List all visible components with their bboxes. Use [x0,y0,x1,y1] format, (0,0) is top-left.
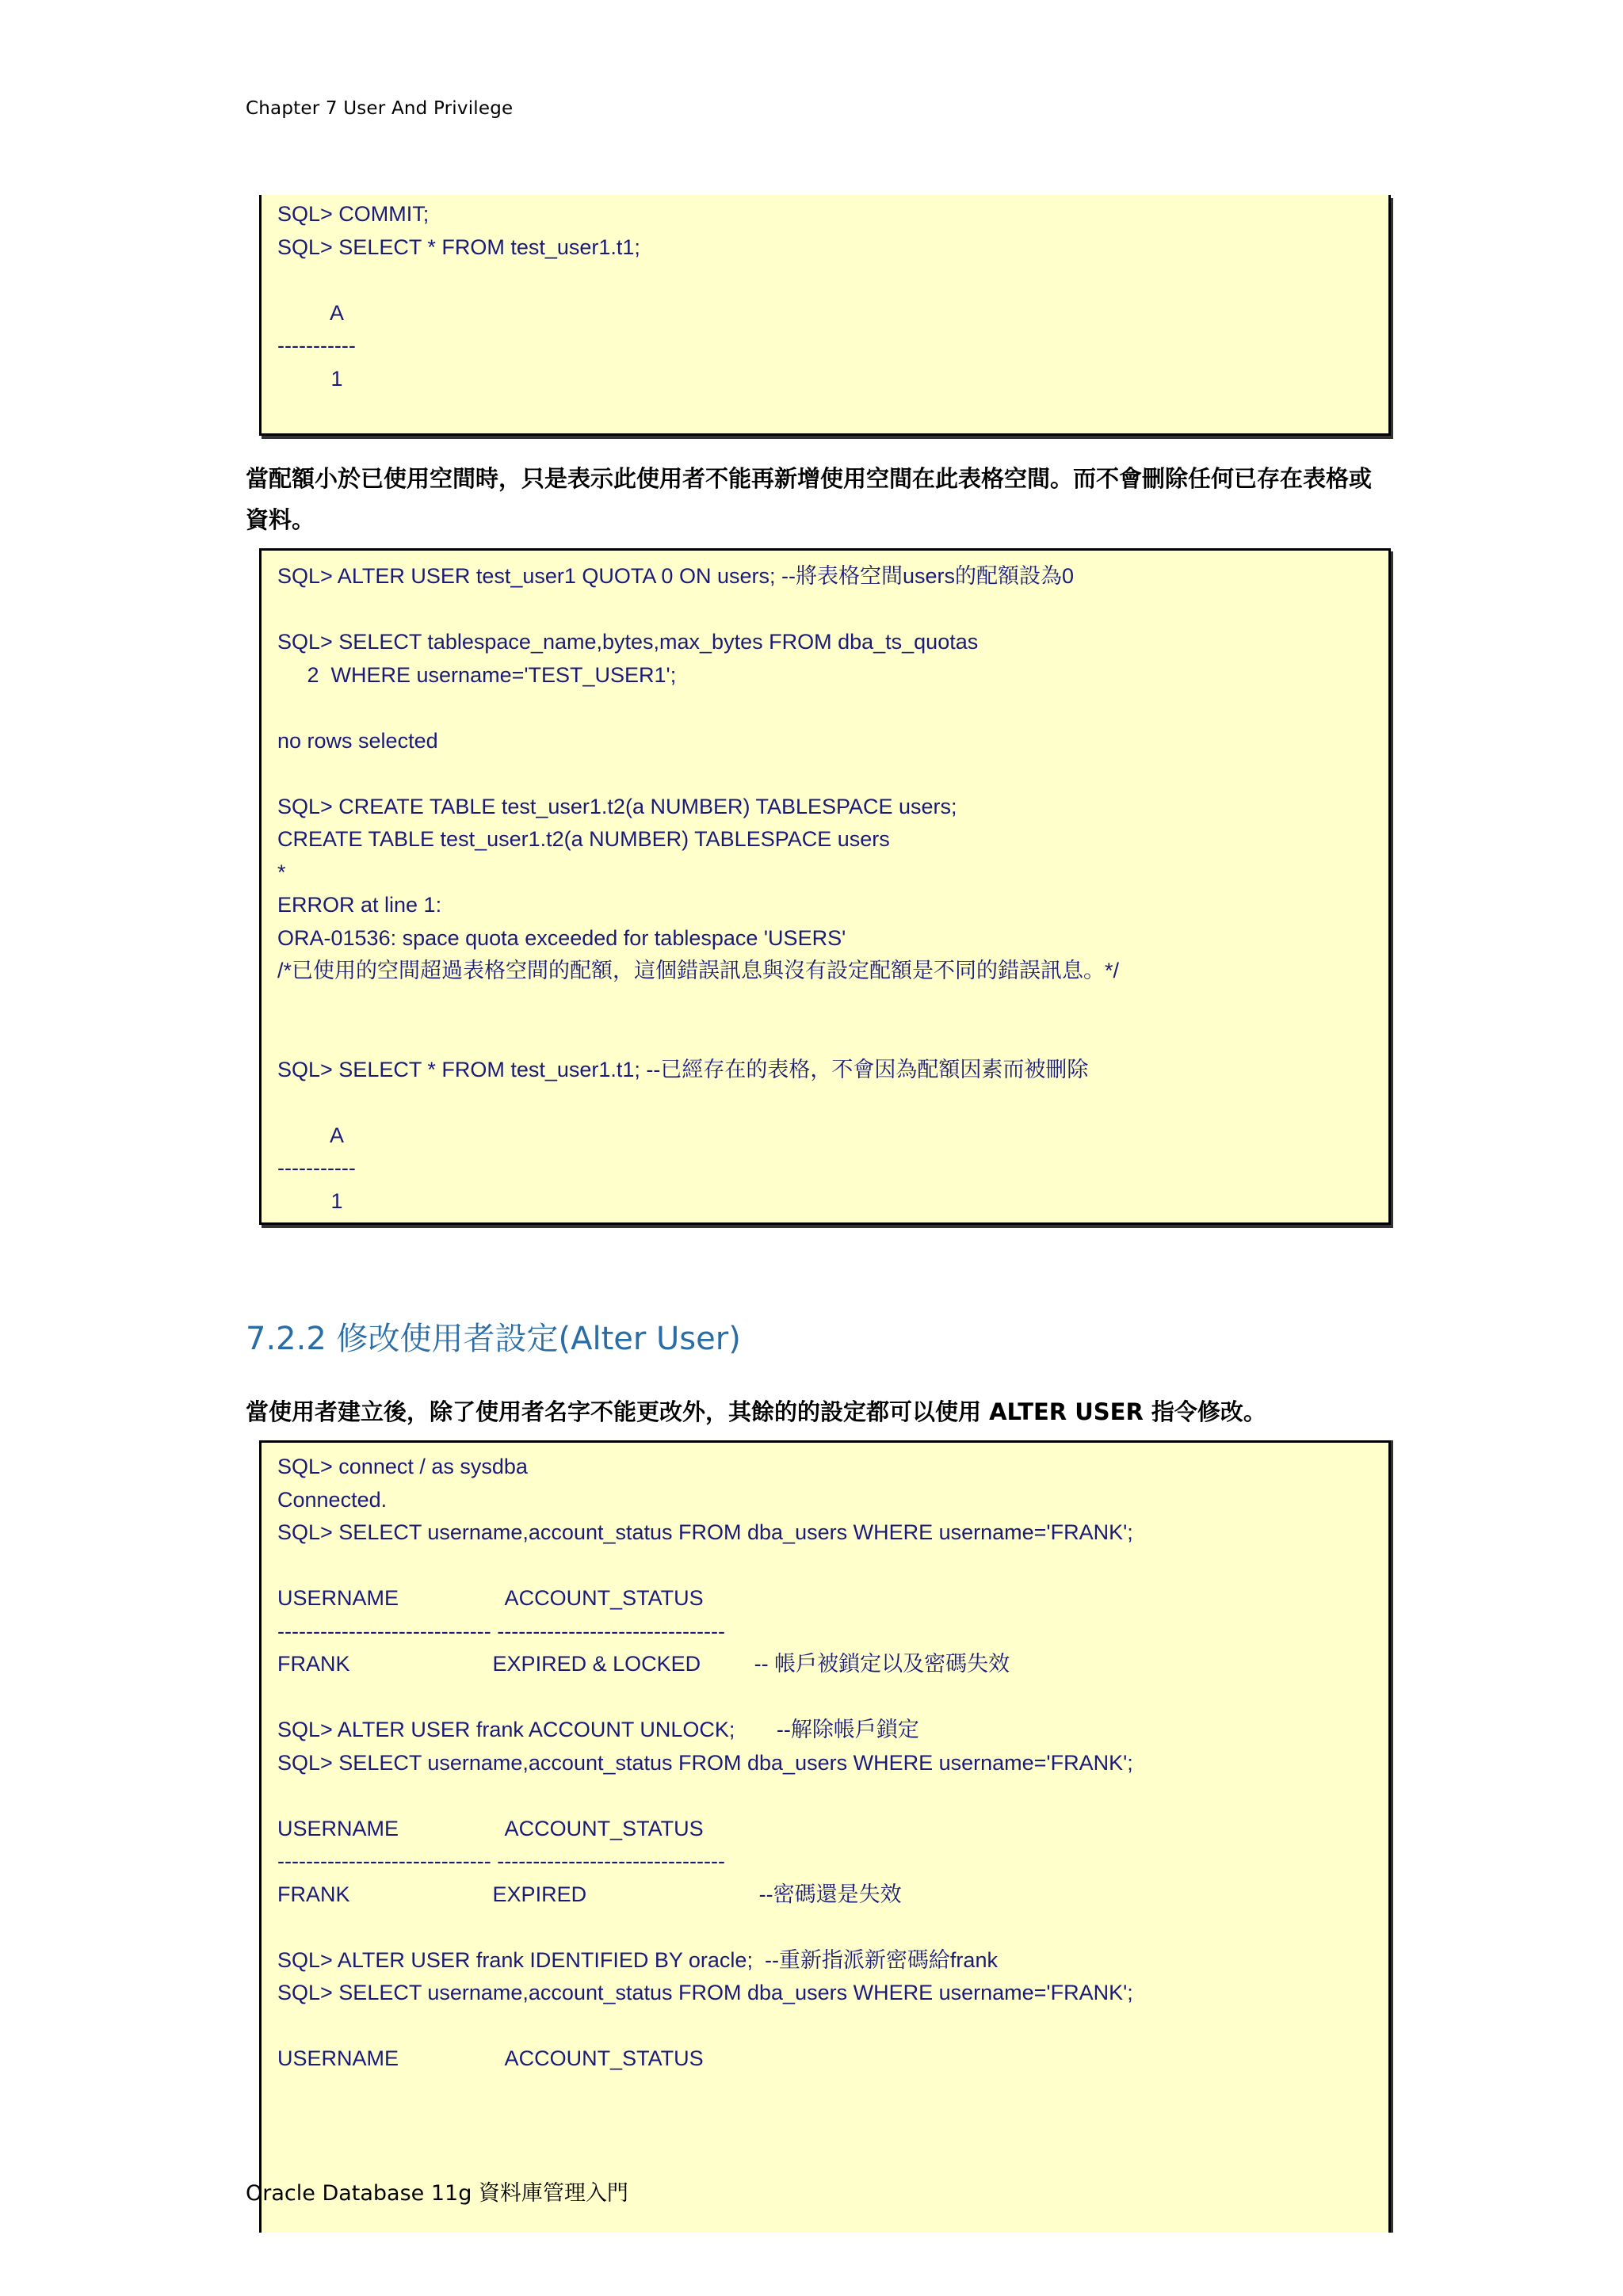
code-line: FRANK EXPIRED & LOCKED -- 帳戶被鎖定以及密碼失效 [277,1652,1010,1676]
code-line: SQL> ALTER USER frank IDENTIFIED BY oracle; --重新指派新密碼給frank [277,1947,998,1972]
code-line [277,2010,1373,2043]
code-line: SQL> SELECT * FROM test_user1.t1; [277,235,640,259]
code-line: SQL> SELECT username,account_status FROM dba_users WHERE username='FRANK'; [277,1750,1133,1775]
code-line [277,593,1373,627]
code-line: 1 [277,1188,343,1213]
code-line: CREATE TABLE test_user1.t2(a NUMBER) TABLESPACE users [277,827,890,851]
code-line: A [277,1123,345,1147]
code-line: SQL> SELECT username,account_status FROM dba_users WHERE username='FRANK'; [277,1981,1133,2004]
code-line [277,1681,1373,1714]
page-header: Chapter 7 User And Privilege [246,98,514,119]
code-line [277,1020,1373,1054]
code-line: USERNAME ACCOUNT_STATUS [277,2046,704,2070]
code-line [277,692,1373,725]
code-line [277,1086,1373,1119]
paragraph-quota-note: 當配額小於已使用空間時，只是表示此使用者不能再新增使用空間在此表格空間。而不會刪除任何已存在表格或資料。 [246,465,1373,533]
code-line [277,1779,1373,1813]
code-line: 2 WHERE username='TEST_USER1'; [277,662,677,687]
code-line: ORA-01536: space quota exceeded for tablespace 'USERS' [277,925,846,950]
code-line [277,1911,1373,1944]
code-line: USERNAME ACCOUNT_STATUS [277,1816,704,1840]
code-line: SQL> CREATE TABLE test_user1.t2(a NUMBER) TABLESPACE users; [277,794,957,818]
section-title: 7.2.2 修改使用者設定(Alter User) [246,1321,741,1357]
code-line: SQL> SELECT tablespace_name,bytes,max_bytes FROM dba_ts_quotas [277,630,979,654]
code-line: SQL> SELECT username,account_status FROM dba_users WHERE username='FRANK'; [277,1520,1133,1544]
page-footer: Oracle Database 11g 資料庫管理入門 [246,2181,628,2206]
code-line [277,757,1373,791]
code-line: * [277,860,286,884]
code-line: SQL> SELECT * FROM test_user1.t1; --已經存在的表格，不會因為配額因素而被刪除 [277,1057,1089,1081]
code-line: SQL> connect / as sysdba [277,1455,528,1478]
code-line: ERROR at line 1: [277,893,442,917]
paragraph-alter-user: 當使用者建立後，除了使用者名字不能更改外，其餘的的設定都可以使用 ALTER USER 指令修改。 [246,1398,1266,1425]
code-block-quota [259,548,1391,1225]
code-line [277,1550,1373,1583]
code-block-alter-user [259,1440,1391,2233]
code-line: A [277,300,345,325]
code-line: FRANK EXPIRED --密碼還是失效 [277,1882,902,1906]
code-line [277,264,1373,297]
code-line: /*已使用的空間超過表格空間的配額，這個錯誤訊息與沒有設定配額是不同的錯誤訊息。*/ [277,959,1120,982]
code-line: no rows selected [277,728,438,753]
code-line: SQL> ALTER USER test_user1 QUOTA 0 ON users; --將表格空間users的配額設為0 [277,564,1074,588]
code-line: USERNAME ACCOUNT_STATUS [277,1586,704,1610]
code-line: ------------------------------ -------------------------------- [277,1849,725,1873]
code-line: Connected. [277,1487,388,1512]
code-line: ------------------------------ -------------------------------- [277,1619,725,1643]
code-line: ----------- [277,334,356,357]
code-line: ----------- [277,1156,356,1180]
code-line: SQL> ALTER USER frank ACCOUNT UNLOCK; --解除帳戶鎖定 [277,1718,919,1741]
code-line [277,988,1373,1021]
code-line: SQL> COMMIT; [277,202,430,226]
code-block-commit [259,195,1391,436]
code-line: 1 [277,366,343,391]
